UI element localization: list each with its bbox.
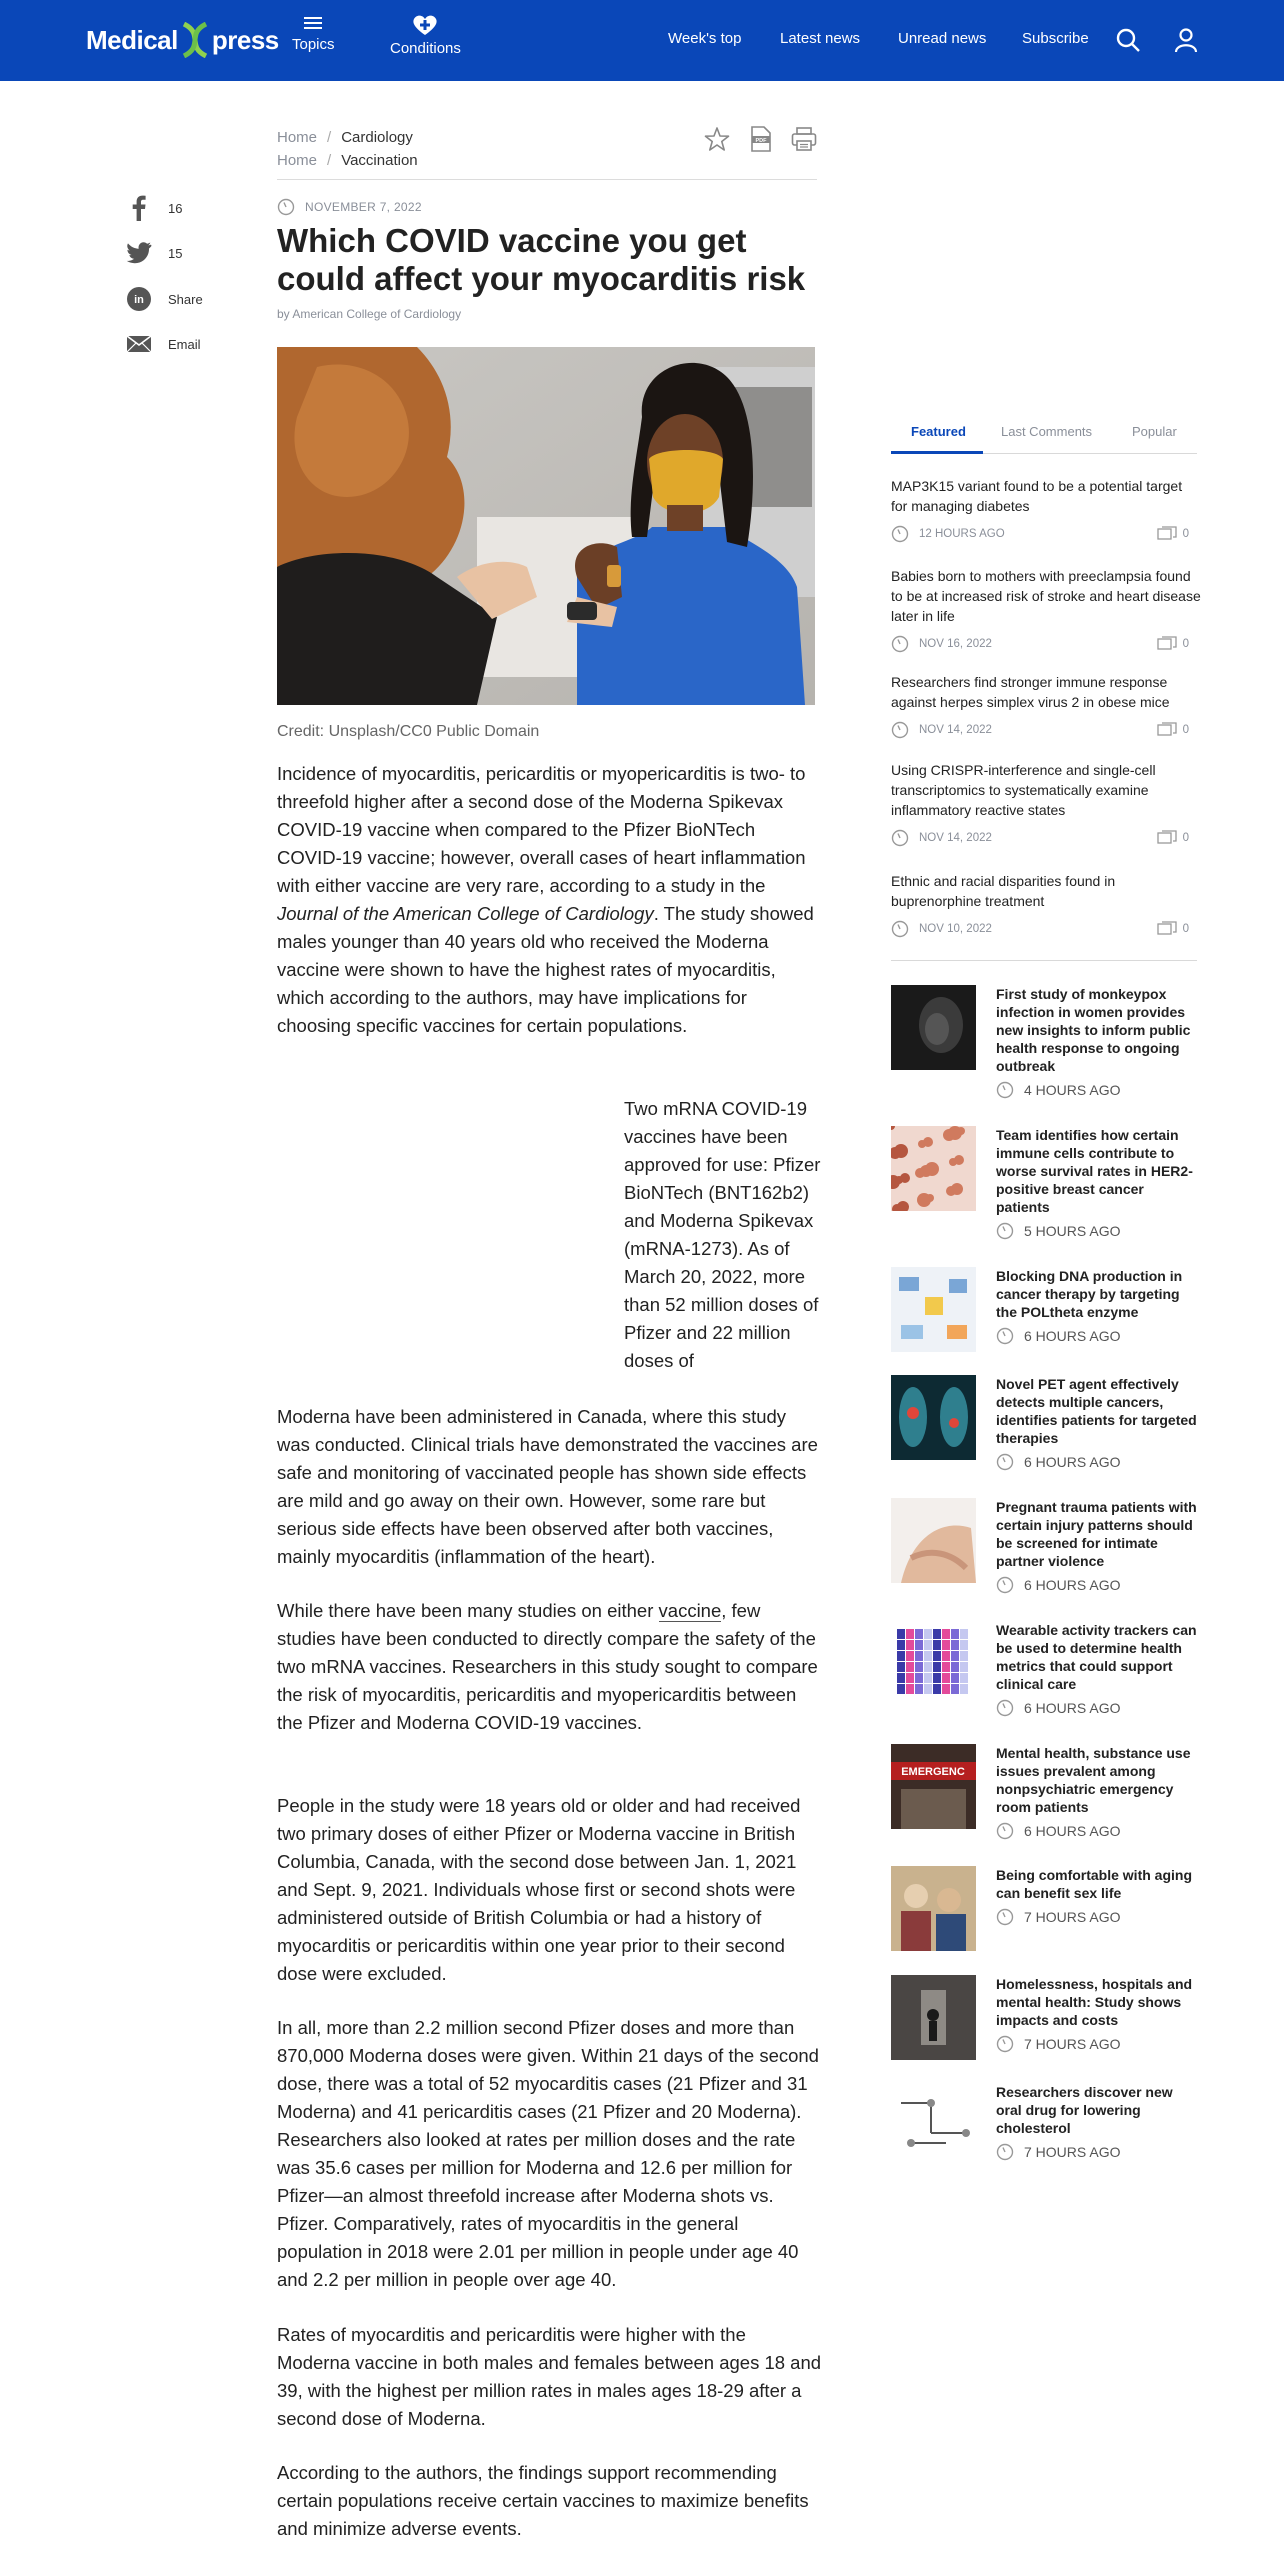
linkedin-share[interactable] xyxy=(126,286,203,312)
news-item[interactable] xyxy=(891,1267,1201,1352)
image-credit: Credit: Unsplash/CC0 Public Domain xyxy=(277,723,540,740)
news-thumbnail[interactable] xyxy=(891,1621,976,1706)
user-account-icon[interactable] xyxy=(1173,27,1199,58)
featured-item-title[interactable]: Researchers find stronger immune response against herpes simplex virus 2 in obese mice xyxy=(891,674,1170,710)
featured-item[interactable] xyxy=(891,566,1201,653)
featured-item-time: NOV 14, 2022 xyxy=(919,724,992,736)
bookmark-star-icon[interactable] xyxy=(704,126,730,157)
news-item-time: 7 HOURS AGO xyxy=(1024,2144,1121,2160)
news-item-meta xyxy=(996,2143,1201,2161)
clock-icon xyxy=(891,525,909,543)
article-paragraph: Rates of myocarditis and pericarditis were higher with the Moderna vaccine in both males and females between ages 18 and 39, with the highest per million rates in males ages 18-29 after a second dose of Moderna. xyxy=(277,2324,822,2429)
tab-last-comments[interactable]: Last Comments xyxy=(1001,424,1093,439)
clock-icon xyxy=(996,1327,1014,1345)
journal-name: Journal of the American College of Cardiology xyxy=(277,903,654,924)
article-paragraph-wrapped: Two mRNA COVID-19 vaccines have been approved for use: Pfizer BioNTech (BNT162b2) and Moderna Spikevax (mRNA-1273). As of March 20, 2022, more than 52 million doses of Pfizer and 22 million doses of xyxy=(624,1098,821,1371)
featured-item-title[interactable]: Babies born to mothers with preeclampsia found to be at increased risk of stroke and heart disease later in life xyxy=(891,568,1201,624)
paragraph-text: . The study showed males younger than 40 years old who received the Moderna vaccine were shown to have the highest rates of myocarditis, which according to the authors, may have implications for choosing specific vaccines for certain populations. xyxy=(277,903,814,1036)
breadcrumb-separator: / xyxy=(327,152,332,169)
featured-item[interactable] xyxy=(891,760,1201,847)
news-thumbnail[interactable] xyxy=(891,2083,976,2168)
clock-icon xyxy=(891,721,909,739)
featured-item-comments[interactable] xyxy=(1157,636,1189,652)
breadcrumb-home-link[interactable]: Home xyxy=(277,129,318,146)
active-tab-indicator xyxy=(891,451,983,454)
news-item[interactable] xyxy=(891,1866,1201,1951)
featured-item-meta xyxy=(891,525,1201,543)
thumb-sign-text: EMERGENC xyxy=(901,1766,965,1778)
news-item-meta xyxy=(996,1576,1201,1594)
logo-text-left: Medical xyxy=(86,24,178,55)
breadcrumb-row xyxy=(277,126,418,149)
news-item-meta xyxy=(996,1908,1201,1926)
featured-item-meta xyxy=(891,721,1201,739)
clock-icon xyxy=(996,1699,1014,1717)
svg-text:PDF: PDF xyxy=(755,137,767,144)
twitter-share[interactable] xyxy=(126,240,182,266)
featured-item-meta xyxy=(891,920,1201,938)
news-item-time: 6 HOURS AGO xyxy=(1024,1577,1121,1593)
news-item[interactable] xyxy=(891,1975,1201,2060)
news-thumbnail[interactable] xyxy=(891,985,976,1070)
comment-icon xyxy=(1157,636,1177,652)
news-thumbnail[interactable] xyxy=(891,1126,976,1211)
breadcrumb xyxy=(277,126,418,172)
news-item-meta xyxy=(996,1453,1201,1471)
news-item-time: 6 HOURS AGO xyxy=(1024,1454,1121,1470)
print-icon[interactable] xyxy=(791,126,817,157)
article-paragraph xyxy=(277,1597,822,1737)
featured-item-time: NOV 16, 2022 xyxy=(919,638,992,650)
news-item-title[interactable]: Blocking DNA production in cancer therapy by targeting the POLtheta enzyme xyxy=(996,1268,1183,1320)
news-item-title[interactable]: Mental health, substance use issues prevalent among nonpsychiatric emergency room patients xyxy=(996,1745,1191,1815)
linkedin-icon xyxy=(126,286,152,312)
news-item-title[interactable]: Being comfortable with aging can benefit sex life xyxy=(996,1867,1193,1901)
news-item-title[interactable]: Wearable activity trackers can be used to determine health metrics that could support clinical care xyxy=(996,1622,1197,1692)
news-item[interactable] xyxy=(891,2083,1201,2168)
news-item[interactable] xyxy=(891,1498,1201,1594)
featured-item[interactable] xyxy=(891,476,1201,543)
unread-news-link[interactable]: Unread news xyxy=(898,30,987,47)
news-item-title[interactable]: Novel PET agent effectively detects multiple cancers, identifies patients for targeted therapies xyxy=(996,1376,1197,1446)
comment-icon xyxy=(1157,722,1177,738)
news-item-title[interactable]: Team identifies how certain immune cells contribute to worse survival rates in HER2-positive breast cancer patients xyxy=(996,1127,1193,1215)
news-item[interactable] xyxy=(891,1621,1201,1717)
article-hero-image[interactable] xyxy=(277,347,815,705)
featured-item-comments[interactable] xyxy=(1157,921,1189,937)
news-item-time: 6 HOURS AGO xyxy=(1024,1328,1121,1344)
tab-popular[interactable]: Popular xyxy=(1132,424,1177,439)
twitter-share-count: 15 xyxy=(168,245,183,261)
featured-item-title[interactable]: Ethnic and racial disparities found in buprenorphine treatment xyxy=(891,873,1116,909)
tab-featured[interactable]: Featured xyxy=(911,424,966,439)
sidebar-tabs xyxy=(891,418,1197,454)
news-thumbnail[interactable] xyxy=(891,1866,976,1951)
news-item-meta xyxy=(996,1822,1201,1840)
clock-icon xyxy=(996,2035,1014,2053)
linkedin-share-label: Share xyxy=(168,291,203,307)
clock-icon xyxy=(996,1453,1014,1471)
site-logo[interactable] xyxy=(86,22,279,58)
divider xyxy=(277,179,817,180)
news-thumbnail[interactable] xyxy=(891,1267,976,1352)
hamburger-icon xyxy=(302,14,324,32)
news-item-time: 4 HOURS AGO xyxy=(1024,1082,1121,1098)
news-item[interactable] xyxy=(891,1744,1201,1840)
pdf-download-icon[interactable] xyxy=(750,126,772,157)
topics-menu-button[interactable] xyxy=(292,14,335,53)
article-paragraph xyxy=(277,760,822,1040)
news-item-time: 5 HOURS AGO xyxy=(1024,1223,1121,1239)
paragraph-text: Incidence of myocarditis, pericarditis or myopericarditis is two- to threefold higher after a second dose of the Moderna Spikevax COVID-19 vaccine when compared to the Pfizer BioNTech COVID-19 vaccine; however, overall cases of heart inflammation with either vaccine are very rare, according to a study in the xyxy=(277,763,806,896)
news-item-meta xyxy=(996,1222,1201,1240)
news-item-time: 7 HOURS AGO xyxy=(1024,2036,1121,2052)
topics-label: Topics xyxy=(292,36,335,53)
news-thumbnail[interactable] xyxy=(891,1375,976,1460)
news-item-title[interactable]: Researchers discover new oral drug for lowering cholesterol xyxy=(996,2084,1173,2136)
featured-item-comments[interactable] xyxy=(1157,526,1189,542)
comment-count: 0 xyxy=(1182,832,1189,844)
news-thumbnail[interactable] xyxy=(891,1744,976,1829)
breadcrumb-cardiology-link[interactable]: Cardiology xyxy=(341,129,413,146)
article-byline[interactable]: by American College of Cardiology xyxy=(277,307,462,321)
featured-item-comments[interactable] xyxy=(1157,722,1189,738)
comment-count: 0 xyxy=(1182,724,1189,736)
news-item-meta xyxy=(996,1699,1201,1717)
breadcrumb-vaccination-link[interactable]: Vaccination xyxy=(341,152,418,169)
heart-plus-icon xyxy=(412,14,438,36)
news-item-title[interactable]: First study of monkeypox infection in women provides new insights to inform public health response to ongoing outbreak xyxy=(996,986,1191,1074)
comment-icon xyxy=(1157,830,1177,846)
news-item-title[interactable]: Homelessness, hospitals and mental health: Study shows impacts and costs xyxy=(996,1976,1193,2028)
site-header xyxy=(0,0,1284,81)
clock-icon xyxy=(891,829,909,847)
clock-icon xyxy=(277,198,295,216)
logo-dna-icon xyxy=(180,22,210,58)
svg-text:in: in xyxy=(134,294,144,306)
comment-count: 0 xyxy=(1182,528,1189,540)
article-date xyxy=(277,198,422,216)
weeks-top-link[interactable]: Week's top xyxy=(668,30,742,47)
featured-item[interactable] xyxy=(891,871,1201,938)
featured-item-meta xyxy=(891,829,1201,847)
news-item[interactable] xyxy=(891,1375,1201,1471)
article-paragraph: Moderna have been administered in Canada, where this study was conducted. Clinical trials have demonstrated the vaccines are safe and monitoring of vaccinated people has shown side effects are mild and go away on their own. However, some rare but serious side effects have been observed after both vaccines, mainly myocarditis (inflammation of the heart). xyxy=(277,1406,818,1567)
email-share[interactable] xyxy=(126,331,201,357)
clock-icon xyxy=(996,1222,1014,1240)
clock-icon xyxy=(996,1576,1014,1594)
breadcrumb-home-link[interactable]: Home xyxy=(277,152,318,169)
news-item-meta xyxy=(996,1081,1201,1099)
clock-icon xyxy=(891,635,909,653)
paragraph-text: While there have been many studies on either xyxy=(277,1600,659,1621)
article-date-text: NOVEMBER 7, 2022 xyxy=(305,200,422,214)
featured-item-meta xyxy=(891,635,1201,653)
comment-count: 0 xyxy=(1182,923,1189,935)
featured-item-time: NOV 10, 2022 xyxy=(919,923,992,935)
article-paragraph: People in the study were 18 years old or older and had received two primary doses of either Pfizer or Moderna vaccine in British Columbia, Canada, with the second dose between Jan. 1, 2021 and Sept. 9, 2021. Individuals whose first or second shots were administered outside of British Columbia or had a history of myocarditis or pericarditis within one year prior to their second dose were excluded. xyxy=(277,1795,801,1984)
article-paragraph: According to the authors, the findings support recommending certain populations receive certain vaccines to maximize benefits and minimize adverse events. xyxy=(277,2462,809,2539)
vaccine-link[interactable]: vaccine xyxy=(658,1600,722,1621)
clock-icon xyxy=(891,920,909,938)
paragraph-text: , few studies have been conducted to directly compare the safety of the two mRNA vaccines. Researchers in this study sought to compare the risk of myocarditis, pericarditis and myopericarditis between the Pfizer and Moderna COVID-19 vaccines. xyxy=(277,1600,818,1733)
facebook-share-count: 16 xyxy=(168,200,183,216)
featured-item-time: NOV 14, 2022 xyxy=(919,832,992,844)
clock-icon xyxy=(996,1908,1014,1926)
news-item-meta xyxy=(996,2035,1201,2053)
featured-item-title[interactable]: MAP3K15 variant found to be a potential target for managing diabetes xyxy=(891,478,1183,514)
twitter-icon xyxy=(126,240,152,266)
divider xyxy=(891,960,1197,961)
breadcrumb-row xyxy=(277,149,418,172)
news-item-title[interactable]: Pregnant trauma patients with certain injury patterns should be screened for intimate partner violence xyxy=(996,1499,1197,1569)
comment-count: 0 xyxy=(1182,638,1189,650)
news-item-time: 6 HOURS AGO xyxy=(1024,1700,1121,1716)
news-item-time: 7 HOURS AGO xyxy=(1024,1909,1121,1925)
news-item-time: 6 HOURS AGO xyxy=(1024,1823,1121,1839)
news-item-meta xyxy=(996,1327,1201,1345)
conditions-menu-button[interactable] xyxy=(390,14,461,57)
subscribe-link[interactable]: Subscribe xyxy=(1022,30,1089,47)
breadcrumb-separator: / xyxy=(327,129,332,146)
latest-news-link[interactable]: Latest news xyxy=(780,30,861,47)
featured-item-title[interactable]: Using CRISPR-interference and single-cell transcriptomics to systematically examine inflammatory reactive states xyxy=(891,762,1156,818)
email-share-label: Email xyxy=(168,336,201,352)
comment-icon xyxy=(1157,526,1177,542)
facebook-share[interactable] xyxy=(126,195,182,221)
email-icon xyxy=(126,331,152,357)
featured-item-time: 12 HOURS AGO xyxy=(919,528,1005,540)
news-thumbnail[interactable] xyxy=(891,1498,976,1583)
news-item[interactable] xyxy=(891,985,1201,1099)
featured-item[interactable] xyxy=(891,672,1201,739)
search-icon[interactable] xyxy=(1115,27,1141,58)
article-paragraph: In all, more than 2.2 million second Pfizer doses and more than 870,000 Moderna doses were given. Within 21 days of the second dose, there was a total of 52 myocarditis cases (21 Pfizer and 31 Moderna) and 41 pericarditis cases (21 Pfizer and 20 Moderna). Researchers also looked at rates per million doses and the rate was 35.6 cases per million for Moderna and 12.6 per million for Pfizer—an almost threefold increase after Moderna shots vs. Pfizer. Comparatively, rates of myocarditis in the general population in 2018 were 2.01 per million in people under age 40 and 2.2 per million in people over age 40. xyxy=(277,2017,819,2290)
news-thumbnail[interactable] xyxy=(891,1975,976,2060)
logo-text-right: press xyxy=(211,24,279,55)
featured-item-comments[interactable] xyxy=(1157,830,1189,846)
facebook-icon xyxy=(126,195,152,221)
clock-icon xyxy=(996,1822,1014,1840)
comment-icon xyxy=(1157,921,1177,937)
clock-icon xyxy=(996,1081,1014,1099)
news-item[interactable] xyxy=(891,1126,1201,1240)
clock-icon xyxy=(996,2143,1014,2161)
article-title: Which COVID vaccine you get could affect your myocarditis risk xyxy=(277,222,806,297)
conditions-label: Conditions xyxy=(390,40,461,57)
